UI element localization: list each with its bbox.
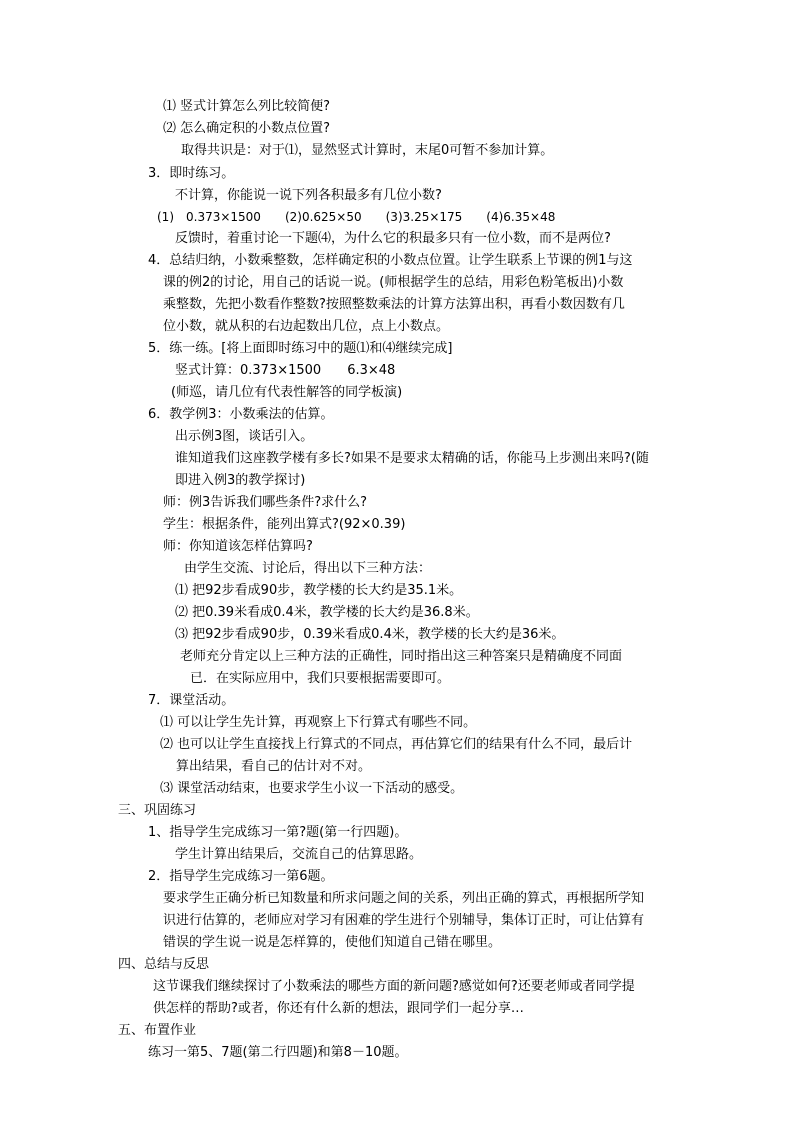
section-3-heading: 三、巩固练习 — [118, 803, 197, 818]
step-4-line-2: 课的例2的讨论，用自己的话说一说。(师根据学生的总结，用彩色粉笔板出)小数 — [163, 275, 624, 290]
section-4-heading: 四、总结与反思 — [118, 957, 210, 972]
teacher-question-2: 师：你知道该怎样估算吗? — [163, 539, 313, 554]
section-5-heading: 五、布置作业 — [118, 1023, 197, 1038]
question-2: ⑵ 怎么确定积的小数点位置? — [163, 121, 331, 136]
step-4-line-4: 位小数，就从积的右边起数出几位，点上小数点。 — [163, 319, 450, 334]
teacher-question-1: 师：例3告诉我们哪些条件?求什么? — [163, 495, 368, 510]
teacher-patrol-note: (师巡，请几位有代表性解答的同学板演) — [171, 385, 403, 400]
feedback-text: 反馈时，着重讨论一下题⑷，为什么它的积最多只有一位小数，而不是两位? — [175, 231, 611, 246]
discussion-intro: 由学生交流、讨论后，得出以下三种方法： — [184, 561, 432, 576]
activity-2-line-2: 算出结果，看自己的估计对不对。 — [176, 759, 372, 774]
method-2: ⑵ 把0.39米看成0.4米，教学楼的长大约是36.8米。 — [175, 605, 479, 620]
exercise-2: 2．指导学生完成练习一第6题。 — [148, 869, 334, 884]
summary-line-1: 这节课我们继续探讨了小数乘法的哪些方面的新问题?感觉如何?还要老师或者同学提 — [153, 979, 635, 994]
exercise-1: 1、指导学生完成练习一第?题(第一行四题)。 — [148, 825, 408, 840]
exercise-1-detail: 学生计算出结果后，交流自己的估算思路。 — [175, 847, 423, 862]
practice-problems: (1) 0.373×1500 (2)0.625×50 (3)3.25×175 (4)6.35×48 — [157, 210, 556, 224]
exercise-2-line-2: 识进行估算的，老师应对学习有困难的学生进行个别辅导，集体订正时，可让估算有 — [163, 913, 645, 928]
student-answer: 学生：根据条件，能列出算式?(92×0.39) — [163, 517, 406, 532]
method-3: ⑶ 把92步看成90步，0.39米看成0.4米，教学楼的长大约是36米。 — [175, 627, 565, 642]
step-4-line-3: 乘整数，先把小数看作整数?按照整数乘法的计算方法算出积，再看小数因数有几 — [163, 297, 625, 312]
step-4-line-1: 4．总结归纳，小数乘整数，怎样确定积的小数点位置。让学生联系上节课的例1与这 — [148, 253, 633, 268]
step-3-heading: 3．即时练习。 — [148, 166, 235, 181]
summary-line-2: 供怎样的帮助?或者，你还有什么新的想法，跟同学们一起分享… — [153, 1001, 524, 1016]
building-question-line-1: 谁知道我们这座教学楼有多长?如果不是要求太精确的话，你能马上步测出来吗?(随 — [175, 451, 649, 466]
question-1: ⑴ 竖式计算怎么列比较简便? — [163, 99, 331, 114]
vertical-calculation: 竖式计算：0.373×1500 6.3×48 — [175, 363, 396, 378]
homework: 练习一第5、7题(第二行四题)和第8－10题。 — [148, 1045, 408, 1060]
step-5-heading: 5．练一练。[将上面即时练习中的题⑴和⑷继续完成] — [148, 341, 453, 356]
teacher-affirm-line-1: 老师充分肯定以上三种方法的正确性，同时指出这三种答案只是精确度不同面 — [180, 649, 623, 664]
teacher-affirm-line-2: 已．在实际应用中，我们只要根据需要即可。 — [190, 671, 451, 686]
activity-2-line-1: ⑵ 也可以让学生直接找上行算式的不同点，再估算它们的结果有什么不同，最后计 — [160, 737, 633, 752]
step-3-prompt: 不计算，你能说一说下列各积最多有几位小数? — [175, 188, 442, 203]
show-example-3: 出示例3图，谈话引入。 — [175, 429, 314, 444]
step-6-heading: 6．教学例3：小数乘法的估算。 — [148, 407, 334, 422]
activity-1: ⑴ 可以让学生先计算，再观察上下行算式有哪些不同。 — [160, 715, 477, 730]
exercise-2-line-3: 错误的学生说一说是怎样算的，使他们知道自己错在哪里。 — [163, 935, 502, 950]
consensus-text: 取得共识是：对于⑴，显然竖式计算时，末尾0可暂不参加计算。 — [181, 143, 554, 158]
step-7-heading: 7．课堂活动。 — [148, 693, 235, 708]
exercise-2-line-1: 要求学生正确分析已知数量和所求问题之间的关系，列出正确的算式，再根据所学知 — [163, 891, 645, 906]
building-question-line-2: 即进入例3的教学探讨) — [175, 473, 306, 488]
method-1: ⑴ 把92步看成90步，教学楼的长大约是35.1米。 — [175, 583, 463, 598]
activity-3: ⑶ 课堂活动结束，也要求学生小议一下活动的感受。 — [160, 781, 464, 796]
